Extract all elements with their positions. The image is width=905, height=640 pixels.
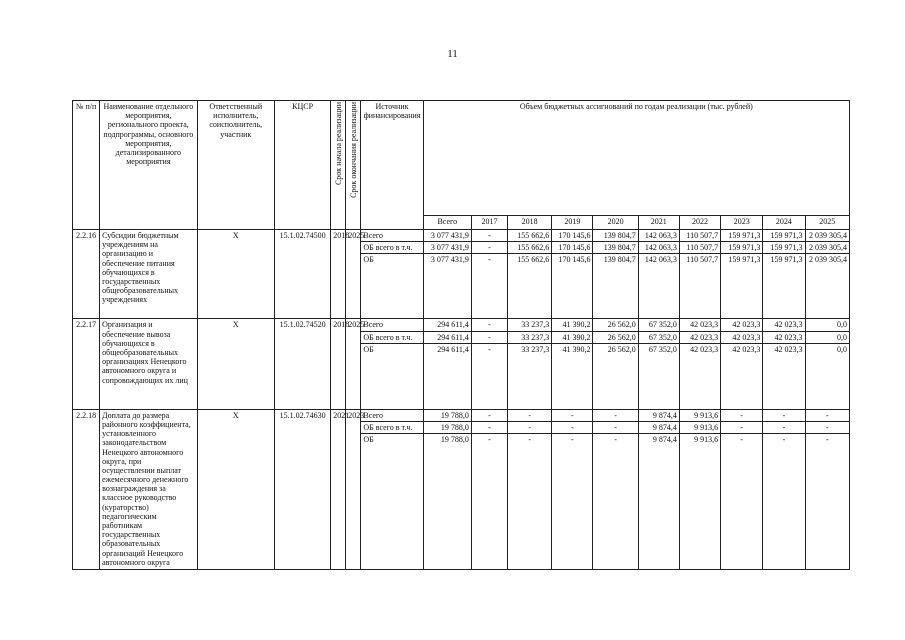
row-start-year: 2018 xyxy=(331,319,346,409)
header-year: 2017 xyxy=(471,216,507,230)
row-source: ОБ xyxy=(361,343,423,409)
header-total: Всего xyxy=(423,216,471,230)
row-year-value: 170 145,6 xyxy=(552,254,593,319)
header-num: № п/п xyxy=(73,101,100,230)
row-kcsr: 15.1.02.74520 xyxy=(274,319,330,409)
header-year: 2024 xyxy=(763,216,805,230)
row-total: 19 788,0 xyxy=(423,421,471,433)
header-year: 2021 xyxy=(638,216,679,230)
row-total: 3 077 431,9 xyxy=(423,254,471,319)
row-number: 2.2.16 xyxy=(73,230,100,319)
row-year-value: 155 662,6 xyxy=(508,254,552,319)
row-year-value: - xyxy=(593,421,638,433)
row-year-value: - xyxy=(552,409,593,421)
row-total: 3 077 431,9 xyxy=(423,242,471,254)
page-number: 11 xyxy=(447,48,458,60)
row-name: Субсидии бюджетным учреждениям на организацию и обеспечение питания обучающихся в государственных общеобразовательных учреждениях xyxy=(100,230,197,319)
row-source: ОБ всего в т.ч. xyxy=(361,421,423,433)
row-year-value: - xyxy=(763,434,805,570)
row-kcsr: 15.1.02.74630 xyxy=(274,409,330,569)
header-responsible: Ответственный исполнитель, соисполнитель, участник xyxy=(197,101,274,230)
table-row xyxy=(73,319,850,331)
row-year-value: 155 662,6 xyxy=(508,242,552,254)
row-year-value: - xyxy=(552,434,593,570)
table-row xyxy=(73,230,850,242)
row-year-value: - xyxy=(721,434,763,570)
row-year-value: 67 352,0 xyxy=(638,343,679,409)
row-year-value: 42 023,3 xyxy=(721,319,763,331)
row-year-value: - xyxy=(471,434,507,570)
table-row xyxy=(73,409,850,421)
header-start-text: Срок начала реализации xyxy=(333,102,343,186)
row-start-year: 2018 xyxy=(331,230,346,319)
row-number: 2.2.18 xyxy=(73,409,100,569)
row-year-value: - xyxy=(508,421,552,433)
row-end-year: 2025 xyxy=(346,230,361,319)
row-source: Всего xyxy=(361,319,423,331)
row-year-value: 42 023,3 xyxy=(763,343,805,409)
row-year-value: 26 562,0 xyxy=(593,319,638,331)
header-year: 2019 xyxy=(552,216,593,230)
row-year-value: - xyxy=(721,421,763,433)
row-year-value: 142 063,3 xyxy=(638,254,679,319)
row-year-value: - xyxy=(471,343,507,409)
row-start-year: 2021 xyxy=(331,409,346,569)
row-year-value: 67 352,0 xyxy=(638,331,679,343)
header-end-text: Срок окончания реализации xyxy=(348,102,358,198)
row-year-value: 42 023,3 xyxy=(763,319,805,331)
row-year-value: 110 507,7 xyxy=(679,230,720,242)
row-year-value: 139 804,7 xyxy=(593,242,638,254)
row-year-value: 2 039 305,4 xyxy=(805,242,849,254)
row-total: 19 788,0 xyxy=(423,409,471,421)
row-source: Всего xyxy=(361,230,423,242)
row-year-value: 170 145,6 xyxy=(552,230,593,242)
row-total: 3 077 431,9 xyxy=(423,230,471,242)
row-source: ОБ xyxy=(361,254,423,319)
row-year-value: 41 390,2 xyxy=(552,343,593,409)
row-year-value: 142 063,3 xyxy=(638,230,679,242)
row-year-value: 170 145,6 xyxy=(552,242,593,254)
row-year-value: - xyxy=(471,331,507,343)
header-end xyxy=(346,101,361,230)
row-total: 294 611,4 xyxy=(423,319,471,331)
header-year: 2025 xyxy=(805,216,849,230)
row-year-value: - xyxy=(508,434,552,570)
row-year-value: - xyxy=(805,421,849,433)
row-year-value: - xyxy=(721,409,763,421)
header-start xyxy=(331,101,346,230)
row-source: ОБ всего в т.ч. xyxy=(361,242,423,254)
row-year-value: 26 562,0 xyxy=(593,331,638,343)
row-year-value: 26 562,0 xyxy=(593,343,638,409)
row-year-value: 0,0 xyxy=(805,319,849,331)
row-year-value: 159 971,3 xyxy=(763,254,805,319)
row-year-value: 155 662,6 xyxy=(508,230,552,242)
row-year-value: 9 913,6 xyxy=(679,434,720,570)
row-total: 294 611,4 xyxy=(423,343,471,409)
row-year-value: - xyxy=(763,409,805,421)
row-year-value: 159 971,3 xyxy=(721,254,763,319)
row-year-value: - xyxy=(471,409,507,421)
row-total: 19 788,0 xyxy=(423,434,471,570)
row-year-value: 110 507,7 xyxy=(679,242,720,254)
row-name: Организация и обеспечение вывоза обучающихся в общеобразовательных организациях Ненецкого автономного округа и сопровождающих их лиц xyxy=(100,319,197,409)
header-source: Источник финансирования xyxy=(361,101,423,230)
row-year-value: - xyxy=(552,421,593,433)
header-row xyxy=(73,101,850,216)
row-end-year: 2023 xyxy=(346,409,361,569)
row-year-value: - xyxy=(593,434,638,570)
row-year-value: 159 971,3 xyxy=(721,230,763,242)
row-year-value: 42 023,3 xyxy=(721,331,763,343)
row-name: Доплата до размера районного коэффициента, установленного законодательством Ненецкого автономного округа, при осуществлении выплат ежемесячного денежного вознаграждения за классное руководство (кураторство) педагогическим работникам государственных образовательных организаций Ненецкого автономного округа xyxy=(100,409,197,569)
row-year-value: 0,0 xyxy=(805,343,849,409)
row-responsible: Х xyxy=(197,409,274,569)
row-year-value: 41 390,2 xyxy=(552,319,593,331)
row-year-value: 159 971,3 xyxy=(763,242,805,254)
header-year: 2023 xyxy=(721,216,763,230)
row-year-value: 2 039 305,4 xyxy=(805,230,849,242)
row-year-value: 42 023,3 xyxy=(679,319,720,331)
row-year-value: 9 874,4 xyxy=(638,421,679,433)
row-year-value: - xyxy=(471,242,507,254)
row-year-value: 67 352,0 xyxy=(638,319,679,331)
row-year-value: - xyxy=(593,409,638,421)
row-year-value: 142 063,3 xyxy=(638,242,679,254)
header-year: 2018 xyxy=(508,216,552,230)
row-year-value: 9 874,4 xyxy=(638,409,679,421)
row-year-value: 42 023,3 xyxy=(763,331,805,343)
row-year-value: 110 507,7 xyxy=(679,254,720,319)
row-year-value: - xyxy=(471,421,507,433)
row-total: 294 611,4 xyxy=(423,331,471,343)
row-year-value: 42 023,3 xyxy=(679,343,720,409)
row-number: 2.2.17 xyxy=(73,319,100,409)
row-end-year: 2025 xyxy=(346,319,361,409)
row-year-value: 0,0 xyxy=(805,331,849,343)
budget-allocation-table xyxy=(72,100,850,570)
row-year-value: 42 023,3 xyxy=(679,331,720,343)
row-year-value: 9 913,6 xyxy=(679,409,720,421)
header-year: 2022 xyxy=(679,216,720,230)
row-year-value: 139 804,7 xyxy=(593,254,638,319)
header-kcsr: КЦСР xyxy=(274,101,330,230)
row-year-value: 9 874,4 xyxy=(638,434,679,570)
row-source: Всего xyxy=(361,409,423,421)
row-responsible: Х xyxy=(197,319,274,409)
row-year-value: 139 804,7 xyxy=(593,230,638,242)
row-year-value: - xyxy=(805,409,849,421)
row-year-value: - xyxy=(763,421,805,433)
row-year-value: 33 237,3 xyxy=(508,331,552,343)
row-year-value: 9 913,6 xyxy=(679,421,720,433)
row-kcsr: 15.1.02.74500 xyxy=(274,230,330,319)
row-year-value: 41 390,2 xyxy=(552,331,593,343)
row-year-value: - xyxy=(508,409,552,421)
row-source: ОБ xyxy=(361,434,423,570)
row-year-value: 2 039 305,4 xyxy=(805,254,849,319)
row-year-value: 33 237,3 xyxy=(508,319,552,331)
row-responsible: Х xyxy=(197,230,274,319)
row-year-value: - xyxy=(805,434,849,570)
row-year-value: 42 023,3 xyxy=(721,343,763,409)
header-volume: Объем бюджетных ассигнований по годам реализации (тыс. рублей) xyxy=(423,101,849,216)
row-year-value: 159 971,3 xyxy=(763,230,805,242)
row-year-value: 33 237,3 xyxy=(508,343,552,409)
header-year: 2020 xyxy=(593,216,638,230)
header-name: Наименование отдельного мероприятия, регионального проекта, подпрограммы, основного мероприятия, детализированного мероприятия xyxy=(100,101,197,230)
row-source: ОБ всего в т.ч. xyxy=(361,331,423,343)
row-year-value: - xyxy=(471,254,507,319)
row-year-value: - xyxy=(471,319,507,331)
row-year-value: 159 971,3 xyxy=(721,242,763,254)
row-year-value: - xyxy=(471,230,507,242)
